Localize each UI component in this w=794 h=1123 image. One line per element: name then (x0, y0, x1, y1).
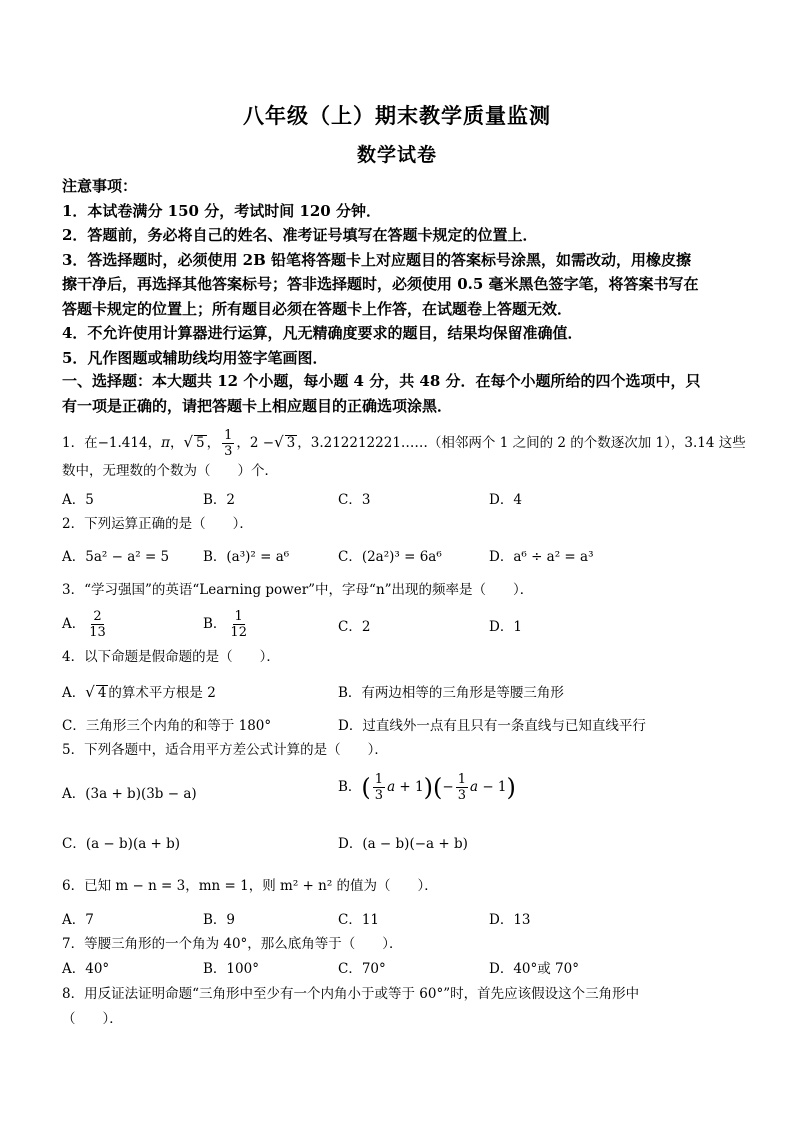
option-d[interactable]: D．a⁶ ÷ a² = a³ (489, 549, 594, 565)
option-b[interactable]: B．2 (203, 492, 236, 508)
question-5 (62, 738, 738, 763)
fraction-numerator: 2 (93, 609, 102, 624)
question-5-options-row-2 (62, 832, 752, 858)
option-d[interactable]: D．13 (489, 912, 531, 928)
fraction-numerator: 1 (224, 428, 233, 443)
q1-separator: ， (297, 435, 311, 451)
option-b[interactable]: B．(a³)² = a⁶ (203, 549, 290, 565)
question-6-stem: 6．已知 m − n = 3，mn = 1，则 m² + n² 的值为（ ）． (62, 878, 438, 894)
instruction-line: 1．本试卷满分 150 分，考试时间 120 分钟． (62, 201, 381, 220)
instruction-line: 5．凡作图题或辅助线均用签字笔画图． (62, 348, 328, 367)
question-1-options (62, 488, 752, 514)
option-a[interactable]: A．5a² − a² = 5 (62, 549, 170, 565)
sqrt-symbol: √ (274, 433, 284, 451)
question-2 (62, 512, 738, 537)
option-a[interactable]: A．7 (62, 912, 94, 928)
fraction-numerator: 1 (374, 772, 384, 787)
instructions (62, 174, 738, 370)
option-label: B． (338, 779, 362, 795)
fraction-denominator: 3 (224, 444, 233, 459)
question-8-line-1: 8．用反证法证明命题“三角形中至少有一个内角小于或等于 60°”时，首先应该假设这个三角形中 (62, 986, 640, 1002)
sqrt-symbol: √ (183, 433, 193, 451)
q1-fraction (222, 428, 234, 459)
instruction-line: 4．不允许使用计算器进行运算，凡无精确度要求的题目，结果均保留准确值． (62, 324, 583, 342)
option-c[interactable]: C．11 (338, 912, 380, 928)
option-b[interactable]: B．( $\frac{1}{3}$ a + 1)(− $\frac{1}{3}$ a − 1) (338, 772, 516, 803)
question-4-options-row-1 (62, 681, 752, 707)
q1-separator: ， (147, 435, 162, 451)
section-line: 一、选择题：本大题共 12 个小题，每小题 4 分，共 48 分．在每个小题所给的四个选项中，只 (62, 372, 701, 390)
question-3 (62, 578, 738, 603)
question-1 (62, 428, 746, 484)
question-8 (62, 982, 738, 1032)
option-d[interactable]: D．过直线外一点有且只有一条直线与已知直线平行 (338, 718, 646, 734)
q4-sqrt4: 4 (97, 685, 107, 701)
option-c[interactable]: C．(2a²)³ = 6a⁶ (338, 549, 442, 565)
instruction-line: 擦干净后，再选择其他答案标号；答非选择题时，必须使用 0.5 毫米黑色签字笔，将答案书写在 (62, 275, 699, 293)
instruction-line: 答题卡规定的位置上；所有题目必须在答题卡上作答，在试题卷上答题无效． (62, 299, 573, 318)
question-4-options-row-2 (62, 714, 752, 740)
option-label: B． (203, 616, 227, 632)
option-a[interactable]: A．5 (62, 492, 94, 508)
fraction-denominator: 12 (230, 625, 247, 640)
question-3-options (62, 605, 752, 643)
option-a[interactable]: A．(3a + b)(3b − a) (62, 786, 197, 802)
option-b[interactable] (203, 609, 251, 640)
question-4 (62, 645, 738, 670)
sqrt-symbol: √ (85, 683, 95, 701)
option-b[interactable]: B．100° (203, 961, 259, 977)
fraction-one-third (373, 772, 385, 803)
q1-separator: ， (236, 435, 250, 451)
instruction-line: 2．答题前，务必将自己的姓名、准考证号填写在答题卡规定的位置上． (62, 226, 538, 244)
fraction-numerator: 1 (234, 609, 243, 624)
instruction-line: 3．答选择题时，必须使用 2B 铅笔将答题卡上对应题目的答案标号涂黑，如需改动，用橡皮擦 (62, 250, 692, 269)
option-a[interactable]: A．40° (62, 961, 110, 977)
q1-two-minus: 2 − (249, 435, 275, 451)
q1-sqrt3: 3 (286, 435, 296, 451)
question-2-options (62, 545, 752, 571)
q1-number: −1.414 (97, 435, 148, 451)
question-7 (62, 932, 738, 957)
option-d[interactable]: D．40°或 70° (489, 961, 579, 977)
option-b[interactable]: B．有两边相等的三角形是等腰三角形 (338, 685, 564, 701)
question-6-options (62, 908, 752, 934)
paren-open: ( (433, 773, 443, 802)
option-c[interactable]: C．70° (338, 961, 386, 977)
var-a: a (469, 779, 479, 795)
option-c[interactable]: C．3 (338, 492, 371, 508)
paren-open: ( (361, 773, 371, 802)
question-7-options (62, 957, 752, 983)
paren-close: ) (506, 773, 516, 802)
option-d[interactable]: D．1 (489, 619, 522, 635)
option-c[interactable]: C．三角形三个内角的和等于 180° (62, 718, 272, 734)
q1-separator: ， (169, 435, 184, 451)
question-3-stem: 3．“学习强国”的英语“Learning power”中，字母“n”出现的频率是（ ）． (62, 582, 534, 598)
option-b-fraction (228, 609, 249, 640)
fraction-denominator: 13 (89, 625, 106, 640)
option-a[interactable] (62, 609, 110, 640)
question-1-line-1 (62, 428, 746, 459)
section-line: 有一项是正确的，请把答题卡上相应题目的正确选项涂黑． (62, 396, 453, 415)
fraction-denominator: 3 (457, 788, 466, 803)
fraction-denominator: 3 (374, 788, 384, 803)
paren-close: ) (423, 773, 433, 802)
instructions-heading: 注意事项： (62, 177, 138, 195)
fraction-one-third (456, 772, 468, 803)
q1-pi: π (161, 435, 170, 451)
fraction-numerator: 1 (457, 772, 466, 787)
question-1-line-2: 数中，无理数的个数为（ ）个． (62, 463, 278, 479)
exam-subtitle: 数学试卷 (356, 144, 437, 166)
exam-title: 八年级（上）期末教学质量监测 (243, 103, 551, 128)
question-4-stem: 4．以下命题是假命题的是（ ）． (62, 649, 280, 665)
option-c[interactable]: C．(a − b)(a + b) (62, 836, 181, 852)
question-7-stem: 7．等腰三角形的一个角为 40°，那么底角等于（ ）． (62, 936, 403, 952)
q1-repeating: 3.212212221……（相邻两个 1 之间的 2 的个数逐次加 1），3.14 这些 (310, 435, 746, 451)
q1-separator: ， (206, 435, 221, 451)
section-heading (62, 369, 738, 418)
option-a[interactable] (62, 681, 216, 701)
option-a-text: 的算术平方根是 2 (108, 685, 216, 701)
option-label: A． (62, 616, 86, 632)
q1-prefix: 1．在 (62, 435, 98, 451)
question-8-line-2: （ ）． (62, 1011, 123, 1027)
question-5-stem: 5．下列各题中，适合用平方差公式计算的是（ ）． (62, 742, 388, 758)
option-d[interactable]: D．4 (489, 492, 522, 508)
option-c[interactable]: C．2 (338, 619, 371, 635)
option-d[interactable]: D．(a − b)(−a + b) (338, 836, 468, 852)
option-label: A． (62, 685, 86, 701)
question-2-stem: 2．下列运算正确的是（ ）． (62, 516, 253, 532)
var-a: a (387, 779, 396, 795)
q1-sqrt5: 5 (196, 435, 205, 451)
option-b[interactable]: B．9 (203, 912, 236, 928)
question-5-options-row-1 (62, 772, 752, 814)
option-a-fraction (87, 609, 108, 640)
question-6 (62, 874, 738, 899)
